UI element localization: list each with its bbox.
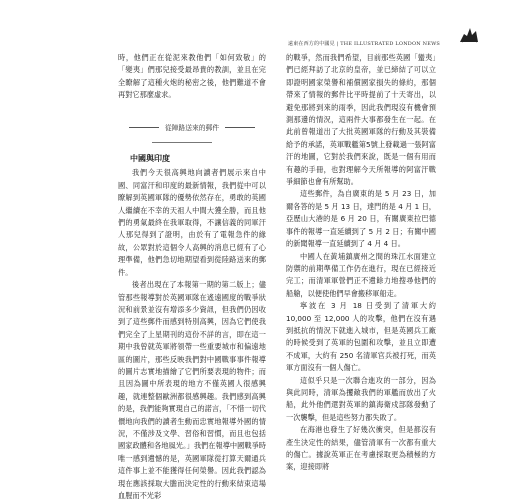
left-para-1: 我們今天很高興地向讀者們展示來自中國、同富汗和印度的最新情報，我們從中可以瞭解到英國軍隊的優勢依然存在，勇敢的英國人繼續在不幸的天祖人中間大獲全勝，而且他們的勇氣最終在我軍取得，不讓信義的同軍汗人那兒得到了證明，由於有了電報急件的緣故，公眾對於這個令人高興的消息已經有了心理準備，他們急切地期望看到從陸路送來的郵件。 [118, 168, 266, 277]
caption-text: 從陣路送來的郵件 [164, 123, 220, 132]
right-para-1: 的戰爭，然而我們希望，目前那些英國「蠻夷」們已經拜訪了北京的皇帝，並已締結了可以立即證明國家榮譽和補償國家損失的條約，那個帶來了情報的郵件比平時提前了十天寄出，以避免那將到來的雨季，因此我們現沒有機會預測那邊的情況，這兩件大事都發生在一起。在此前曾報道出了大批英國軍隊的行動及其裝備給予的承諾，英軍戰艦第5號上發載過一張阿富汗的地圖，它對於我們來說，既是一個有用而有趣的手冊，也對理解今天所報導的阿富汗戰爭細節也會有所幫助。 [286, 53, 436, 187]
newspaper-emblem-icon [458, 24, 480, 46]
left-column [118, 52, 266, 502]
right-column [286, 52, 436, 474]
right-para-3: 中國人在黃埔鎮廣州之間的珠江水面建立防禦的前期準備工作仍在進行，現在已經接近完工；而清軍軍營們正不遺餘力地搜尋他們的船艙，以便使他們早會搬移軍船走。 [286, 251, 436, 298]
left-para-2: 後者出現在了本報第一期的第二版上；儘管那些報導對於英國軍隊在遙遠國度的戰爭狀況和前景並沒有增添多少資訊，但我們仍因收到了這些郵件而感到特別高興，因為它們使我們完全了上星期刊的這份不詳的言，即在這一期中我曾就英軍將領帶一些重要城市和偏遠地區的圖片，那些反映我們對中國戰事事件報導的圖片志實地描繪了它們所要表現的物件；而且因為圖中所表現的地方不僅英國人很感興趣，就連整個歐洲都很感興趣。我們感到高興的是，我們能夠實現自己的諾言，「不惜一切代價地向我們的讀者生動而忠實地報導外國的情況，不僅涉及文學、習俗和習慣，而且也包括國家政體和各地風光。」我們在報導中國戰爭時唯一感到遺憾的是，英國軍隊從打算天爾通兵這件事上並不能獲得任何榮譽。因此我們認為現在應該採取大膽而決定性的行動來結束這場血腥而不光彩 [118, 280, 266, 500]
caption-rule-left [129, 127, 159, 128]
right-para-6: 在海港也發生了好幾次衝突，但是都沒有產生決定性的結果，儘管清軍有一次都有重大的傷亡。據說英軍正在考慮採取更為積極的方案，迎接即將 [286, 425, 436, 472]
right-para-2: 這些郵件，為自廣東的是 5 月 23 日，加爾各答的是 5 月 13 日，達門的是 4 月 1 日，亞歷山大港的是 6 月 20 日，有關廣東拉巴德事件的報導一直延續到了 5 月 2 日；有關中國的新聞報導一直延續到了 4 月 4 日。 [286, 189, 436, 249]
section-title: 中國與印度 [130, 154, 170, 164]
caption [118, 122, 266, 134]
right-para-5: 這似乎只是一次聯合進攻的一部分，因為與此同時，清軍為攫敵我們的軍艦而放出了火船，此外他們還對英軍的鎮海衛戍部隊發動了一次襲擊，但是這些努力都失敗了。 [286, 375, 436, 422]
caption-rule-right [225, 127, 255, 128]
divider [152, 142, 212, 143]
right-para-4: 寧波在 3 月 18 日受到了清軍大約 10,000 至 12,000 人的攻擊，他們在沒有遇到抵抗的情況下就進入城市，但是英國兵工廠的時候受到了英軍的包圍和攻擊，並且立即遭不成軍，大約有 250 名清軍官兵被打死，而英軍方面沒有一個人傷亡。 [286, 301, 436, 373]
left-para-top: 時，他們正在從泥來教他們「如何致敬」的「變夷」們那兒接受最昂貴的教訓，並且在完全瞭解了這種火炮的秘密之後，他們難道不會再對它那麼虛求。 [118, 53, 266, 100]
running-header: 遠東在西方的中國見 | THE ILLUSTRATED LONDON NEWS [288, 41, 441, 47]
